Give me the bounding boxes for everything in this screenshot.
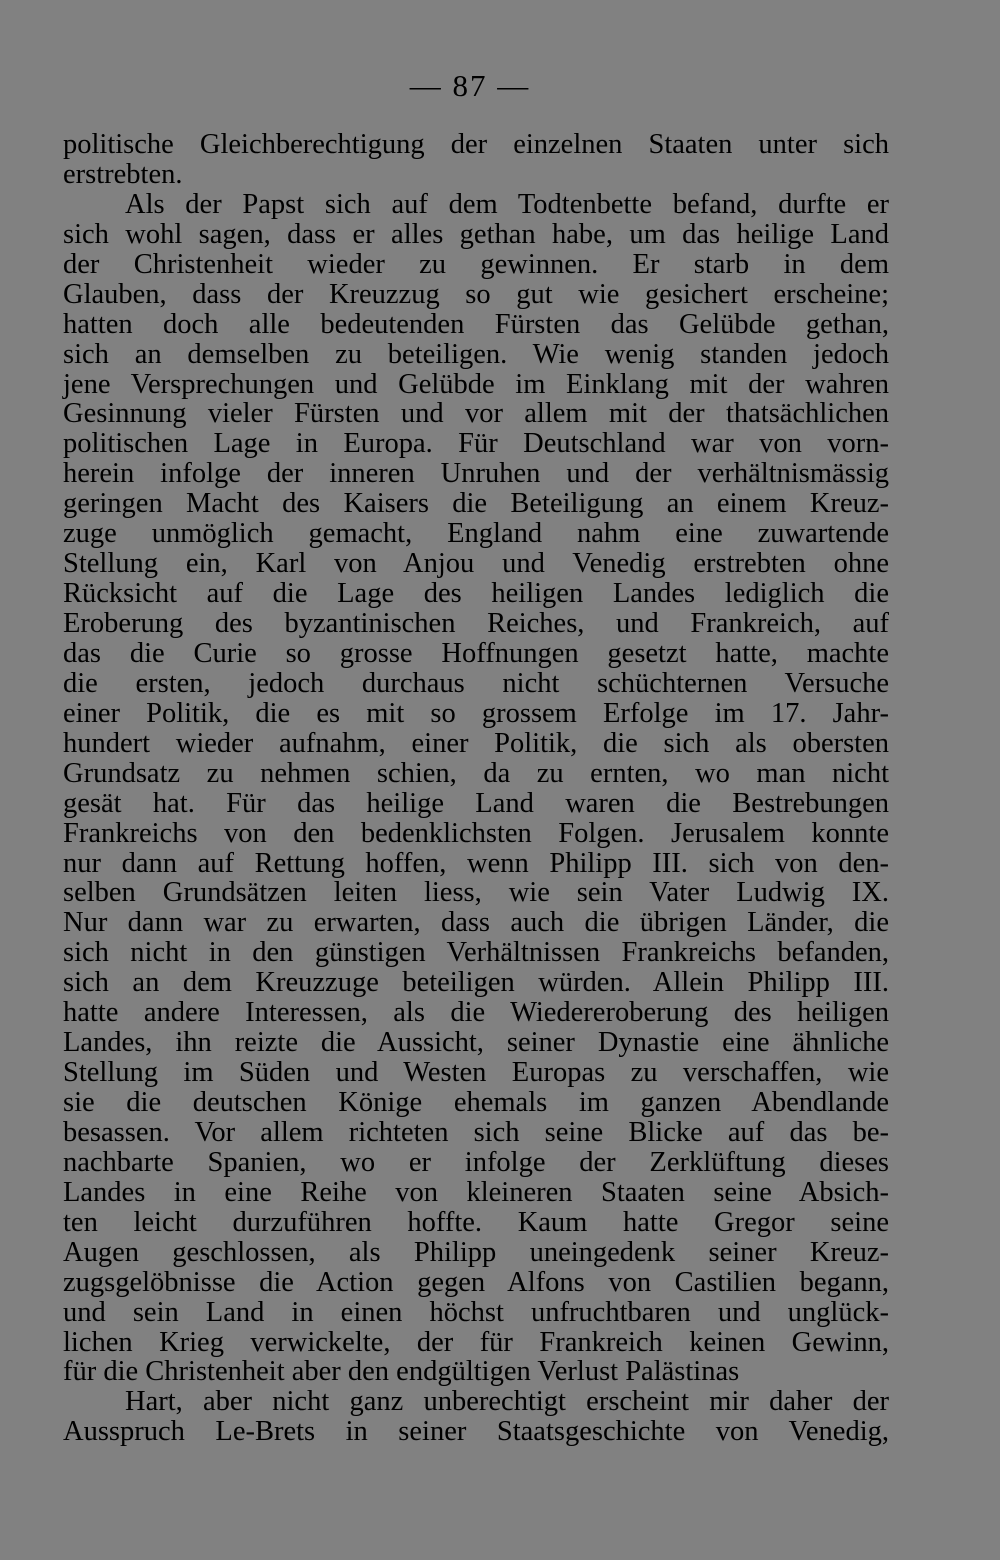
text-line: Rücksicht auf die Lage des heiligen Landes lediglich die (63, 578, 889, 610)
text-line: jene Versprechungen und Gelübde im Einklang mit der wahren (63, 368, 889, 400)
text-line: Grundsatz zu nehmen schien, da zu ernten, wo man nicht (63, 757, 889, 789)
text-line: erstrebten. (63, 158, 183, 190)
text-line: selben Grundsätzen leiten liess, wie sein Vater Ludwig IX. (63, 877, 889, 909)
paragraph-1 (63, 130, 889, 190)
text-line: Stellung ein, Karl von Anjou und Venedig erstrebten ohne (63, 548, 889, 580)
text-line: ten leicht durzuführen hoffte. Kaum hatte Gregor seine (63, 1206, 889, 1238)
text-line: Landes in eine Reihe von kleineren Staaten seine Absich- (63, 1176, 889, 1208)
text-line: zugsgelöbnisse die Action gegen Alfons von Castilien begann, (63, 1266, 889, 1298)
text-line: nur dann auf Rettung hoffen, wenn Philipp III. sich von den- (63, 847, 889, 879)
text-line: zuge unmöglich gemacht, England nahm eine zuwartende (63, 518, 889, 550)
text-line: politische Gleichberechtigung der einzelnen Staaten unter sich (63, 129, 889, 160)
text-line: Augen geschlossen, als Philipp uneingedenk seiner Kreuz- (63, 1236, 889, 1268)
text-line: hundert wieder aufnahm, einer Politik, die sich als obersten (63, 727, 889, 759)
text-line: geringen Macht des Kaisers die Beteiligung an einem Kreuz- (63, 488, 889, 520)
text-line: Glauben, dass der Kreuzzug so gut wie gesichert erscheine; (63, 278, 889, 310)
text-line: Frankreichs von den bedenklichsten Folgen. Jerusalem konnte (63, 817, 889, 849)
text-line: Landes, ihn reizte die Aussicht, seiner Dynastie eine ähnliche (63, 1027, 889, 1059)
text-line: einer Politik, die es mit so grossem Erfolge im 17. Jahr- (63, 697, 889, 729)
text-line: besassen. Vor allem richteten sich seine Blicke auf das be- (63, 1116, 889, 1148)
text-line: sich nicht in den günstigen Verhältnissen Frankreichs befanden, (63, 937, 889, 969)
text-line: Ausspruch Le-Brets in seiner Staatsgeschichte von Venedig, (63, 1416, 889, 1448)
text-line: Gesinnung vieler Fürsten und vor allem mit der thatsächlichen (63, 398, 889, 430)
text-line: für die Christenheit aber den endgültigen Verlust Palästinas (63, 1356, 740, 1388)
text-line: Als der Papst sich auf dem Todtenbette befand, durfte er (125, 188, 889, 220)
text-line: sich wohl sagen, dass er alles gethan habe, um das heilige Land (63, 218, 889, 250)
text-line: Nur dann war zu erwarten, dass auch die übrigen Länder, die (63, 907, 889, 939)
text-line: hatte andere Interessen, als die Wiedereroberung des heiligen (63, 997, 889, 1029)
text-line: Stellung im Süden und Westen Europas zu verschaffen, wie (63, 1057, 889, 1089)
text-line: nachbarte Spanien, wo er infolge der Zerklüftung dieses (63, 1146, 889, 1178)
text-line: das die Curie so grosse Hoffnungen gesetzt hatte, machte (63, 637, 889, 669)
text-line: sich an demselben zu beteiligen. Wie wenig standen jedoch (63, 338, 889, 370)
text-line: Hart, aber nicht ganz unberechtigt erscheint mir daher der (125, 1386, 889, 1418)
text-line: die ersten, jedoch durchaus nicht schüchternen Versuche (63, 667, 889, 699)
paragraph-3 (63, 1387, 889, 1447)
page-number: — 87 — (409, 68, 531, 103)
text-line: der Christenheit wieder zu gewinnen. Er starb in dem (63, 248, 889, 280)
text-line: hatten doch alle bedeutenden Fürsten das Gelübde gethan, (63, 308, 889, 340)
text-line: Eroberung des byzantinischen Reiches, und Frankreich, auf (63, 608, 889, 639)
text-line: lichen Krieg verwickelte, der für Frankreich keinen Gewinn, (63, 1326, 889, 1358)
text-line: gesät hat. Für das heilige Land waren die Bestrebungen (63, 787, 889, 819)
text-line: herein infolge der inneren Unruhen und der verhältnismässig (63, 458, 889, 490)
text-line: politischen Lage in Europa. Für Deutschland war von vorn- (63, 428, 889, 460)
text-line: und sein Land in einen höchst unfruchtbaren und unglück- (63, 1296, 889, 1328)
text-line: sie die deutschen Könige ehemals im ganzen Abendlande (63, 1087, 889, 1118)
paragraph-2 (63, 190, 889, 1388)
body-text (63, 130, 889, 1447)
text-line: sich an dem Kreuzzuge beteiligen würden. Allein Philipp III. (63, 967, 889, 999)
